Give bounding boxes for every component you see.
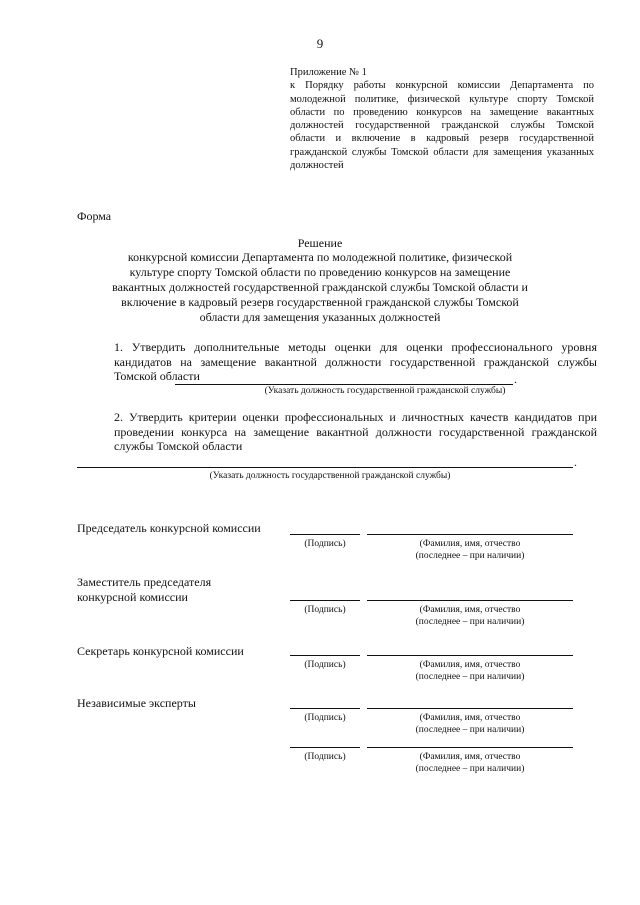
item-1-paragraph [77, 340, 597, 384]
decision-title: Решение [297, 236, 343, 250]
chairman-label: Председатель конкурсной комиссии [77, 521, 261, 535]
secretary-signature-line[interactable] [290, 655, 360, 656]
chairman-signature-line[interactable] [290, 534, 360, 535]
item-2-paragraph [77, 410, 597, 454]
deputy-signature-line[interactable] [290, 600, 360, 601]
deputy-chairman-label: Заместитель председателя конкурсной комиссии [77, 575, 212, 604]
page-number: 9 [316, 36, 324, 51]
expert-2-name-line[interactable] [367, 747, 573, 748]
item-1-position-line[interactable] [175, 384, 513, 385]
deputy-name-line[interactable] [367, 600, 573, 601]
deputy-name-caption: (Фамилия, имя, отчество (последнее – при наличии) [415, 605, 525, 627]
chairman-signature-caption: (Подпись) [304, 539, 346, 549]
item-2-period: . [574, 455, 577, 469]
expert-2-name-caption: (Фамилия, имя, отчество (последнее – при наличии) [415, 752, 525, 774]
secretary-label: Секретарь конкурсной комиссии [77, 644, 244, 658]
expert-1-signature-line[interactable] [290, 708, 360, 709]
expert-1-name-line[interactable] [367, 708, 573, 709]
item-1-period: . [514, 372, 517, 386]
item-2-text: 2. Утвердить критерии оценки профессиональных и личностных качеств кандидатов при проведении конкурса на замещение вакантной должности государственной гражданской службы Томской области [114, 410, 597, 454]
item-2-position-line[interactable] [77, 467, 573, 468]
appendix-header [290, 66, 594, 172]
appendix-body: к Порядку работы конкурсной комиссии Департамента по молодежной политике, физической культуре спорту Томской области по проведению конкурсов на замещение вакантных должностей государственной гражданской службы Томской области и включение в кадровый резерв государственной гражданской службы Томской области для замещения указанных должностей [290, 80, 594, 172]
item-1-text: 1. Утвердить дополнительные методы оценки для оценки профессионального уровня кандидатов на замещение вакантной должности государственной гражданской службы Томской области [114, 340, 597, 384]
expert-1-name-caption: (Фамилия, имя, отчество (последнее – при наличии) [415, 713, 525, 735]
expert-2-signature-caption: (Подпись) [304, 752, 346, 762]
expert-1-signature-caption: (Подпись) [304, 713, 346, 723]
form-label: Форма [77, 209, 112, 223]
secretary-name-line[interactable] [367, 655, 573, 656]
expert-2-signature-line[interactable] [290, 747, 360, 748]
item-1-caption: (Указать должность государственной гражданской службы) [264, 386, 506, 396]
deputy-signature-caption: (Подпись) [304, 605, 346, 615]
appendix-title: Приложение № 1 [290, 67, 367, 78]
chairman-name-line[interactable] [367, 534, 573, 535]
item-2-caption: (Указать должность государственной гражданской службы) [209, 471, 451, 481]
decision-subtitle: конкурсной комиссии Департамента по молодежной политике, физической культуре спорту Томской области по проведению конкурсов на замещение вакантных должностей государственной гражданской службы Томской области и включение в кадровый резерв государственной гражданской службы Томской области для замещения указанных должностей [112, 250, 528, 324]
chairman-name-caption: (Фамилия, имя, отчество (последнее – при наличии) [415, 539, 525, 561]
secretary-signature-caption: (Подпись) [304, 660, 346, 670]
experts-label: Независимые эксперты [77, 696, 196, 710]
secretary-name-caption: (Фамилия, имя, отчество (последнее – при наличии) [415, 660, 525, 682]
